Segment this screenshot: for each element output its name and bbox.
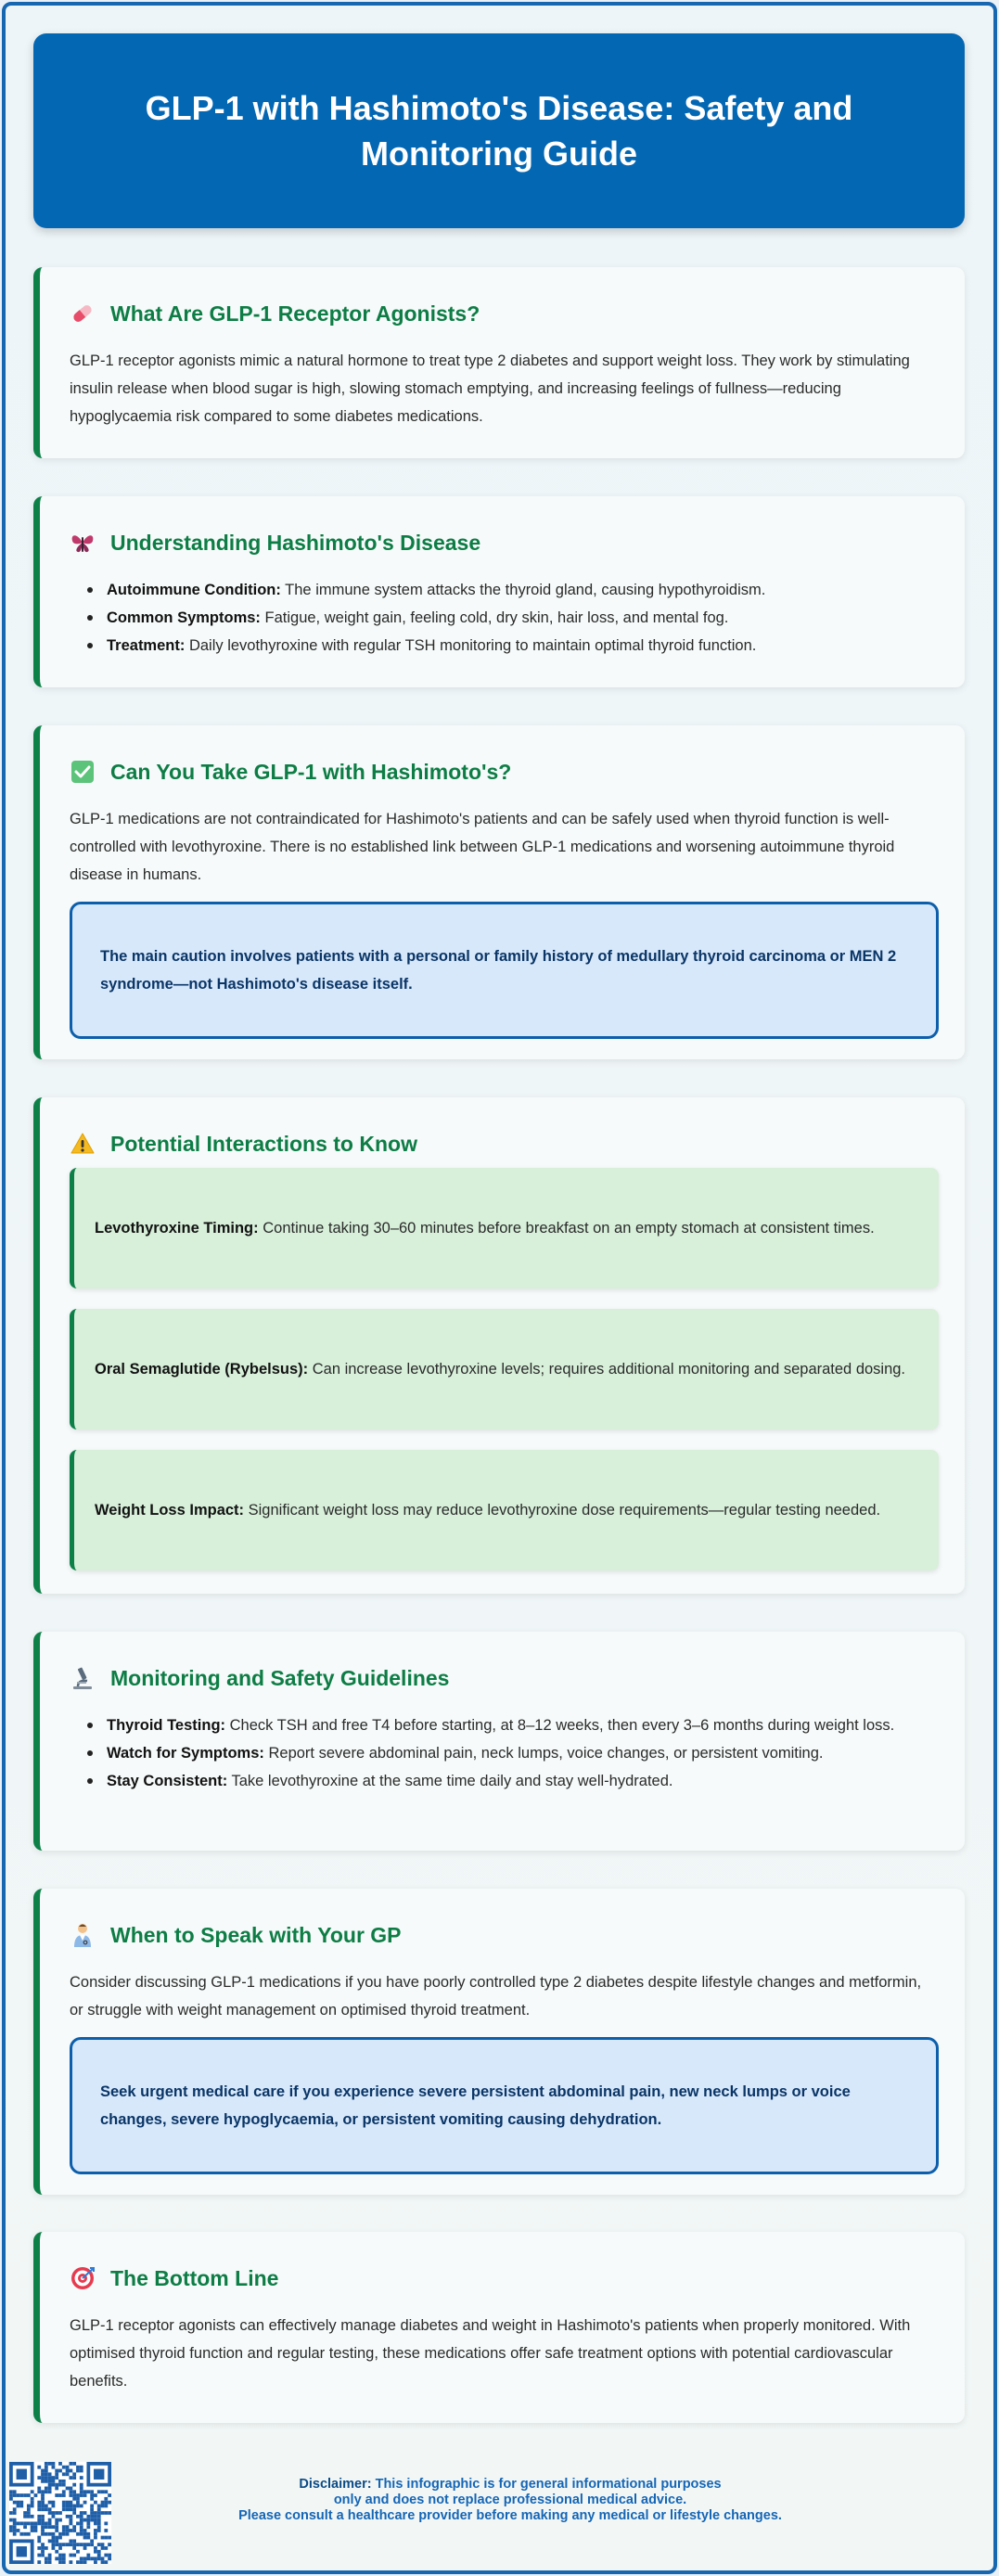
section-interactions <box>33 1097 965 1594</box>
list-item: Common Symptoms: Fatigue, weight gain, feeling cold, dry skin, hair loss, and mental fog. <box>70 604 939 632</box>
interaction-card: Weight Loss Impact: Significant weight loss may reduce levothyroxine dose requirements—regular testing needed. <box>70 1450 939 1570</box>
section-title: Monitoring and Safety Guidelines <box>110 1665 450 1690</box>
list-item: Autoimmune Condition: The immune system attacks the thyroid gland, causing hypothyroidism. <box>70 576 939 604</box>
page-header <box>33 33 965 228</box>
section-title: When to Speak with Your GP <box>110 1922 402 1947</box>
list-item: Thyroid Testing: Check TSH and free T4 before starting, at 8–12 weeks, then every 3–6 months during weight loss. <box>70 1711 939 1739</box>
list-item: Treatment: Daily levothyroxine with regular TSH monitoring to maintain optimal thyroid function. <box>70 632 939 660</box>
footer <box>9 2462 990 2569</box>
section-monitoring <box>33 1632 965 1851</box>
section-title: Can You Take GLP-1 with Hashimoto's? <box>110 759 512 784</box>
bullet-list <box>70 576 939 660</box>
page-title: GLP-1 with Hashimoto's Disease: Safety and Monitoring Guide <box>145 89 853 173</box>
section-body: Consider discussing GLP-1 medications if you have poorly controlled type 2 diabetes despite lifestyle changes and metformin, or struggle with weight management on optimised thyroid treatment. <box>70 1974 922 2019</box>
bullet-list <box>70 1711 939 1795</box>
section-bottom-line <box>33 2232 965 2423</box>
section-title: Understanding Hashimoto's Disease <box>110 530 481 555</box>
section-title: The Bottom Line <box>110 2265 279 2290</box>
warning-icon <box>70 1131 96 1157</box>
section-understanding-hashimotos <box>33 496 965 687</box>
interaction-card: Levothyroxine Timing: Continue taking 30–60 minutes before breakfast on an empty stomach at consistent times. <box>70 1168 939 1288</box>
section-body: GLP-1 receptor agonists can effectively manage diabetes and weight in Hashimoto's patients when properly monitored. With optimised thyroid function and regular testing, these medications offer safe treatment options with potential cardiovascular benefits. <box>70 2317 911 2390</box>
section-body: GLP-1 receptor agonists mimic a natural hormone to treat type 2 diabetes and support weight loss. They work by stimulating insulin release when blood sugar is high, slowing stomach emptying, and increasing feelings of fullness—reducing hypoglycaemia risk compared to some diabetes medications. <box>70 352 910 425</box>
check-icon <box>70 759 96 785</box>
list-item: Stay Consistent: Take levothyroxine at the same time daily and stay well-hydrated. <box>70 1767 939 1795</box>
doctor-icon <box>70 1922 96 1948</box>
section-what-are-glp1 <box>33 267 965 458</box>
butterfly-icon <box>70 530 96 556</box>
pill-icon <box>70 301 96 327</box>
section-title: Potential Interactions to Know <box>110 1131 417 1156</box>
callout-text: Seek urgent medical care if you experience severe persistent abdominal pain, new neck lumps or voice changes, severe hypoglycaemia, or persistent vomiting causing dehydration. <box>100 2083 851 2128</box>
section-title: What Are GLP-1 Receptor Agonists? <box>110 301 480 326</box>
section-can-you-take <box>33 725 965 1059</box>
disclaimer: Disclaimer: This infographic is for general informational purposes only and does not replace professional medical advice. Please consult a healthcare provider before making any medical or lifestyle changes. <box>238 2477 782 2523</box>
target-icon <box>70 2265 96 2291</box>
callout-text: The main caution involves patients with a personal or family history of medullary thyroid carcinoma or MEN 2 syndrome—not Hashimoto's disease itself. <box>100 948 897 993</box>
list-item: Watch for Symptoms: Report severe abdominal pain, neck lumps, voice changes, or persistent vomiting. <box>70 1739 939 1767</box>
interaction-card: Oral Semaglutide (Rybelsus): Can increase levothyroxine levels; requires additional monitoring and separated dosing. <box>70 1309 939 1429</box>
urgent-care-callout <box>70 2037 939 2174</box>
section-speak-with-gp <box>33 1889 965 2195</box>
section-body: GLP-1 medications are not contraindicated for Hashimoto's patients and can be safely used when thyroid function is well-controlled with levothyroxine. There is no established link between GLP-1 medications and worsening autoimmune thyroid disease in humans. <box>70 811 895 883</box>
caution-callout <box>70 902 939 1039</box>
qr-code[interactable] <box>9 2462 111 2564</box>
microscope-icon <box>70 1665 96 1691</box>
